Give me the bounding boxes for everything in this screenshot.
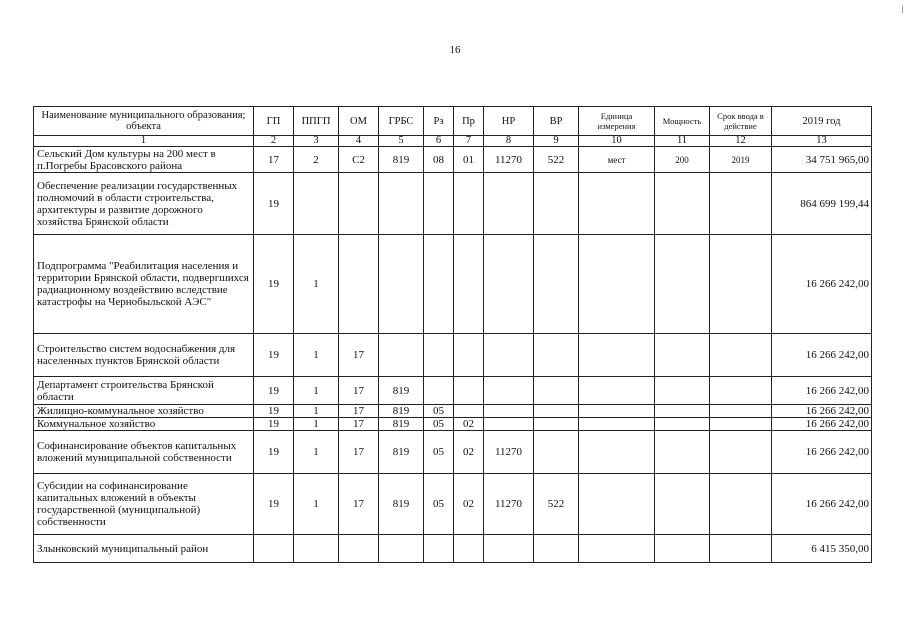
cell-pr [454,405,484,418]
cell-grbs: 819 [379,418,424,431]
cell-grbs [379,334,424,377]
column-number: 7 [454,136,484,147]
table-row [34,535,872,563]
column-number: 6 [424,136,454,147]
column-number: 11 [655,136,710,147]
table-row [34,405,872,418]
table-row [34,474,872,535]
cell-name: Софинансирование объектов капитальных вложений муниципальной собственности [34,431,254,474]
cell-amount: 16 266 242,00 [772,405,872,418]
cell-vr [534,334,579,377]
cell-pr: 02 [454,431,484,474]
cell-rz [424,173,454,235]
cell-om [339,235,379,334]
column-number: 12 [710,136,772,147]
cell-rz [424,235,454,334]
cell-gp: 19 [254,418,294,431]
cell-capacity [655,474,710,535]
cell-capacity: 200 [655,147,710,173]
budget-table [33,106,872,563]
cell-term [710,405,772,418]
cell-vr [534,173,579,235]
cell-om [339,535,379,563]
cell-term [710,377,772,405]
header-vr: ВР [534,107,579,136]
cell-unit [579,474,655,535]
cell-gp: 19 [254,405,294,418]
cell-name: Департамент строительства Брянской области [34,377,254,405]
cell-term [710,235,772,334]
cell-ppgp: 1 [294,405,339,418]
cell-grbs: 819 [379,405,424,418]
cell-om: 17 [339,405,379,418]
cell-vr [534,431,579,474]
cell-ppgp: 1 [294,334,339,377]
cell-capacity [655,334,710,377]
cell-capacity [655,535,710,563]
cell-ppgp: 1 [294,418,339,431]
cell-unit [579,535,655,563]
cell-nr: 11270 [484,147,534,173]
cell-ppgp: 1 [294,235,339,334]
cell-unit: мест [579,147,655,173]
header-om: ОМ [339,107,379,136]
cell-term [710,535,772,563]
cell-pr [454,173,484,235]
scan-mark [902,6,903,13]
column-number: 4 [339,136,379,147]
table-row [34,334,872,377]
cell-amount: 16 266 242,00 [772,334,872,377]
cell-name: Обеспечение реализации государственных полномочий в области строительства, архитектуры и развитие дорожного хозяйства Брянской области [34,173,254,235]
cell-name: Злынковский муниципальный район [34,535,254,563]
cell-capacity [655,173,710,235]
cell-om: 17 [339,334,379,377]
cell-rz: 05 [424,405,454,418]
cell-pr: 02 [454,418,484,431]
header-year: 2019 год [772,107,872,136]
cell-nr: 11270 [484,431,534,474]
cell-term [710,173,772,235]
cell-amount: 34 751 965,00 [772,147,872,173]
header-grbs: ГРБС [379,107,424,136]
cell-vr [534,418,579,431]
column-number: 5 [379,136,424,147]
column-number: 10 [579,136,655,147]
cell-rz [424,377,454,405]
cell-rz: 05 [424,431,454,474]
header-term: Срок ввода в действие [710,107,772,136]
cell-grbs: 819 [379,431,424,474]
cell-om: 17 [339,474,379,535]
cell-nr [484,334,534,377]
page-number: 16 [449,44,461,56]
column-number: 1 [34,136,254,147]
cell-nr [484,173,534,235]
cell-grbs [379,535,424,563]
header-name: Наименование муниципального образования; объекта [34,107,254,136]
cell-pr: 02 [454,474,484,535]
cell-ppgp: 2 [294,147,339,173]
header-unit: Единица измерения [579,107,655,136]
cell-gp: 19 [254,173,294,235]
cell-capacity [655,431,710,474]
cell-name: Жилищно-коммунальное хозяйство [34,405,254,418]
cell-vr [534,535,579,563]
cell-gp [254,535,294,563]
header-row [34,107,872,136]
header-gp: ГП [254,107,294,136]
cell-name: Строительство систем водоснабжения для населенных пунктов Брянской области [34,334,254,377]
cell-pr [454,377,484,405]
cell-amount: 16 266 242,00 [772,377,872,405]
table-row [34,235,872,334]
cell-gp: 19 [254,377,294,405]
cell-amount: 6 415 350,00 [772,535,872,563]
column-number: 8 [484,136,534,147]
cell-rz [424,535,454,563]
cell-unit [579,405,655,418]
cell-capacity [655,377,710,405]
cell-name: Коммунальное хозяйство [34,418,254,431]
cell-capacity [655,405,710,418]
cell-gp: 19 [254,474,294,535]
cell-ppgp [294,535,339,563]
column-number: 3 [294,136,339,147]
cell-rz: 08 [424,147,454,173]
cell-om: 17 [339,418,379,431]
cell-term [710,474,772,535]
cell-gp: 17 [254,147,294,173]
cell-nr [484,418,534,431]
table-row [34,377,872,405]
cell-term: 2019 [710,147,772,173]
column-number: 2 [254,136,294,147]
column-number: 13 [772,136,872,147]
cell-capacity [655,235,710,334]
cell-amount: 16 266 242,00 [772,474,872,535]
cell-pr [454,334,484,377]
cell-grbs: 819 [379,147,424,173]
cell-gp: 19 [254,235,294,334]
cell-gp: 19 [254,431,294,474]
cell-term [710,334,772,377]
cell-pr: 01 [454,147,484,173]
cell-vr [534,235,579,334]
cell-amount: 864 699 199,44 [772,173,872,235]
cell-pr [454,535,484,563]
cell-rz: 05 [424,418,454,431]
cell-amount: 16 266 242,00 [772,235,872,334]
cell-ppgp [294,173,339,235]
cell-ppgp: 1 [294,474,339,535]
cell-rz [424,334,454,377]
cell-nr [484,535,534,563]
cell-unit [579,334,655,377]
cell-vr: 522 [534,474,579,535]
cell-om: С2 [339,147,379,173]
cell-capacity [655,418,710,431]
cell-unit [579,431,655,474]
cell-amount: 16 266 242,00 [772,418,872,431]
cell-name: Субсидии на софинансирование капитальных вложений в объекты государственной (муниципальной) собственности [34,474,254,535]
cell-amount: 16 266 242,00 [772,431,872,474]
cell-nr: 11270 [484,474,534,535]
cell-gp: 19 [254,334,294,377]
cell-om: 17 [339,377,379,405]
header-pr: Пр [454,107,484,136]
cell-unit [579,377,655,405]
cell-grbs: 819 [379,474,424,535]
cell-unit [579,235,655,334]
table-row [34,418,872,431]
table-row [34,431,872,474]
cell-unit [579,173,655,235]
cell-ppgp: 1 [294,377,339,405]
cell-om [339,173,379,235]
cell-grbs: 819 [379,377,424,405]
cell-nr [484,405,534,418]
header-ppgp: ППГП [294,107,339,136]
header-nr: НР [484,107,534,136]
cell-unit [579,418,655,431]
header-rz: Рз [424,107,454,136]
cell-nr [484,235,534,334]
cell-vr [534,377,579,405]
cell-rz: 05 [424,474,454,535]
cell-ppgp: 1 [294,431,339,474]
column-number-row [34,136,872,147]
column-number: 9 [534,136,579,147]
cell-grbs [379,173,424,235]
cell-term [710,431,772,474]
cell-name: Подпрограмма "Реабилитация населения и территории Брянской области, подвергшихся радиационному воздействию вследствие катастрофы на Чернобыльской АЭС" [34,235,254,334]
table-row [34,147,872,173]
cell-term [710,418,772,431]
cell-vr [534,405,579,418]
table-row [34,173,872,235]
cell-om: 17 [339,431,379,474]
cell-pr [454,235,484,334]
cell-vr: 522 [534,147,579,173]
cell-name: Сельский Дом культуры на 200 мест в п.Погребы Брасовского района [34,147,254,173]
header-capacity: Мощность [655,107,710,136]
cell-grbs [379,235,424,334]
cell-nr [484,377,534,405]
